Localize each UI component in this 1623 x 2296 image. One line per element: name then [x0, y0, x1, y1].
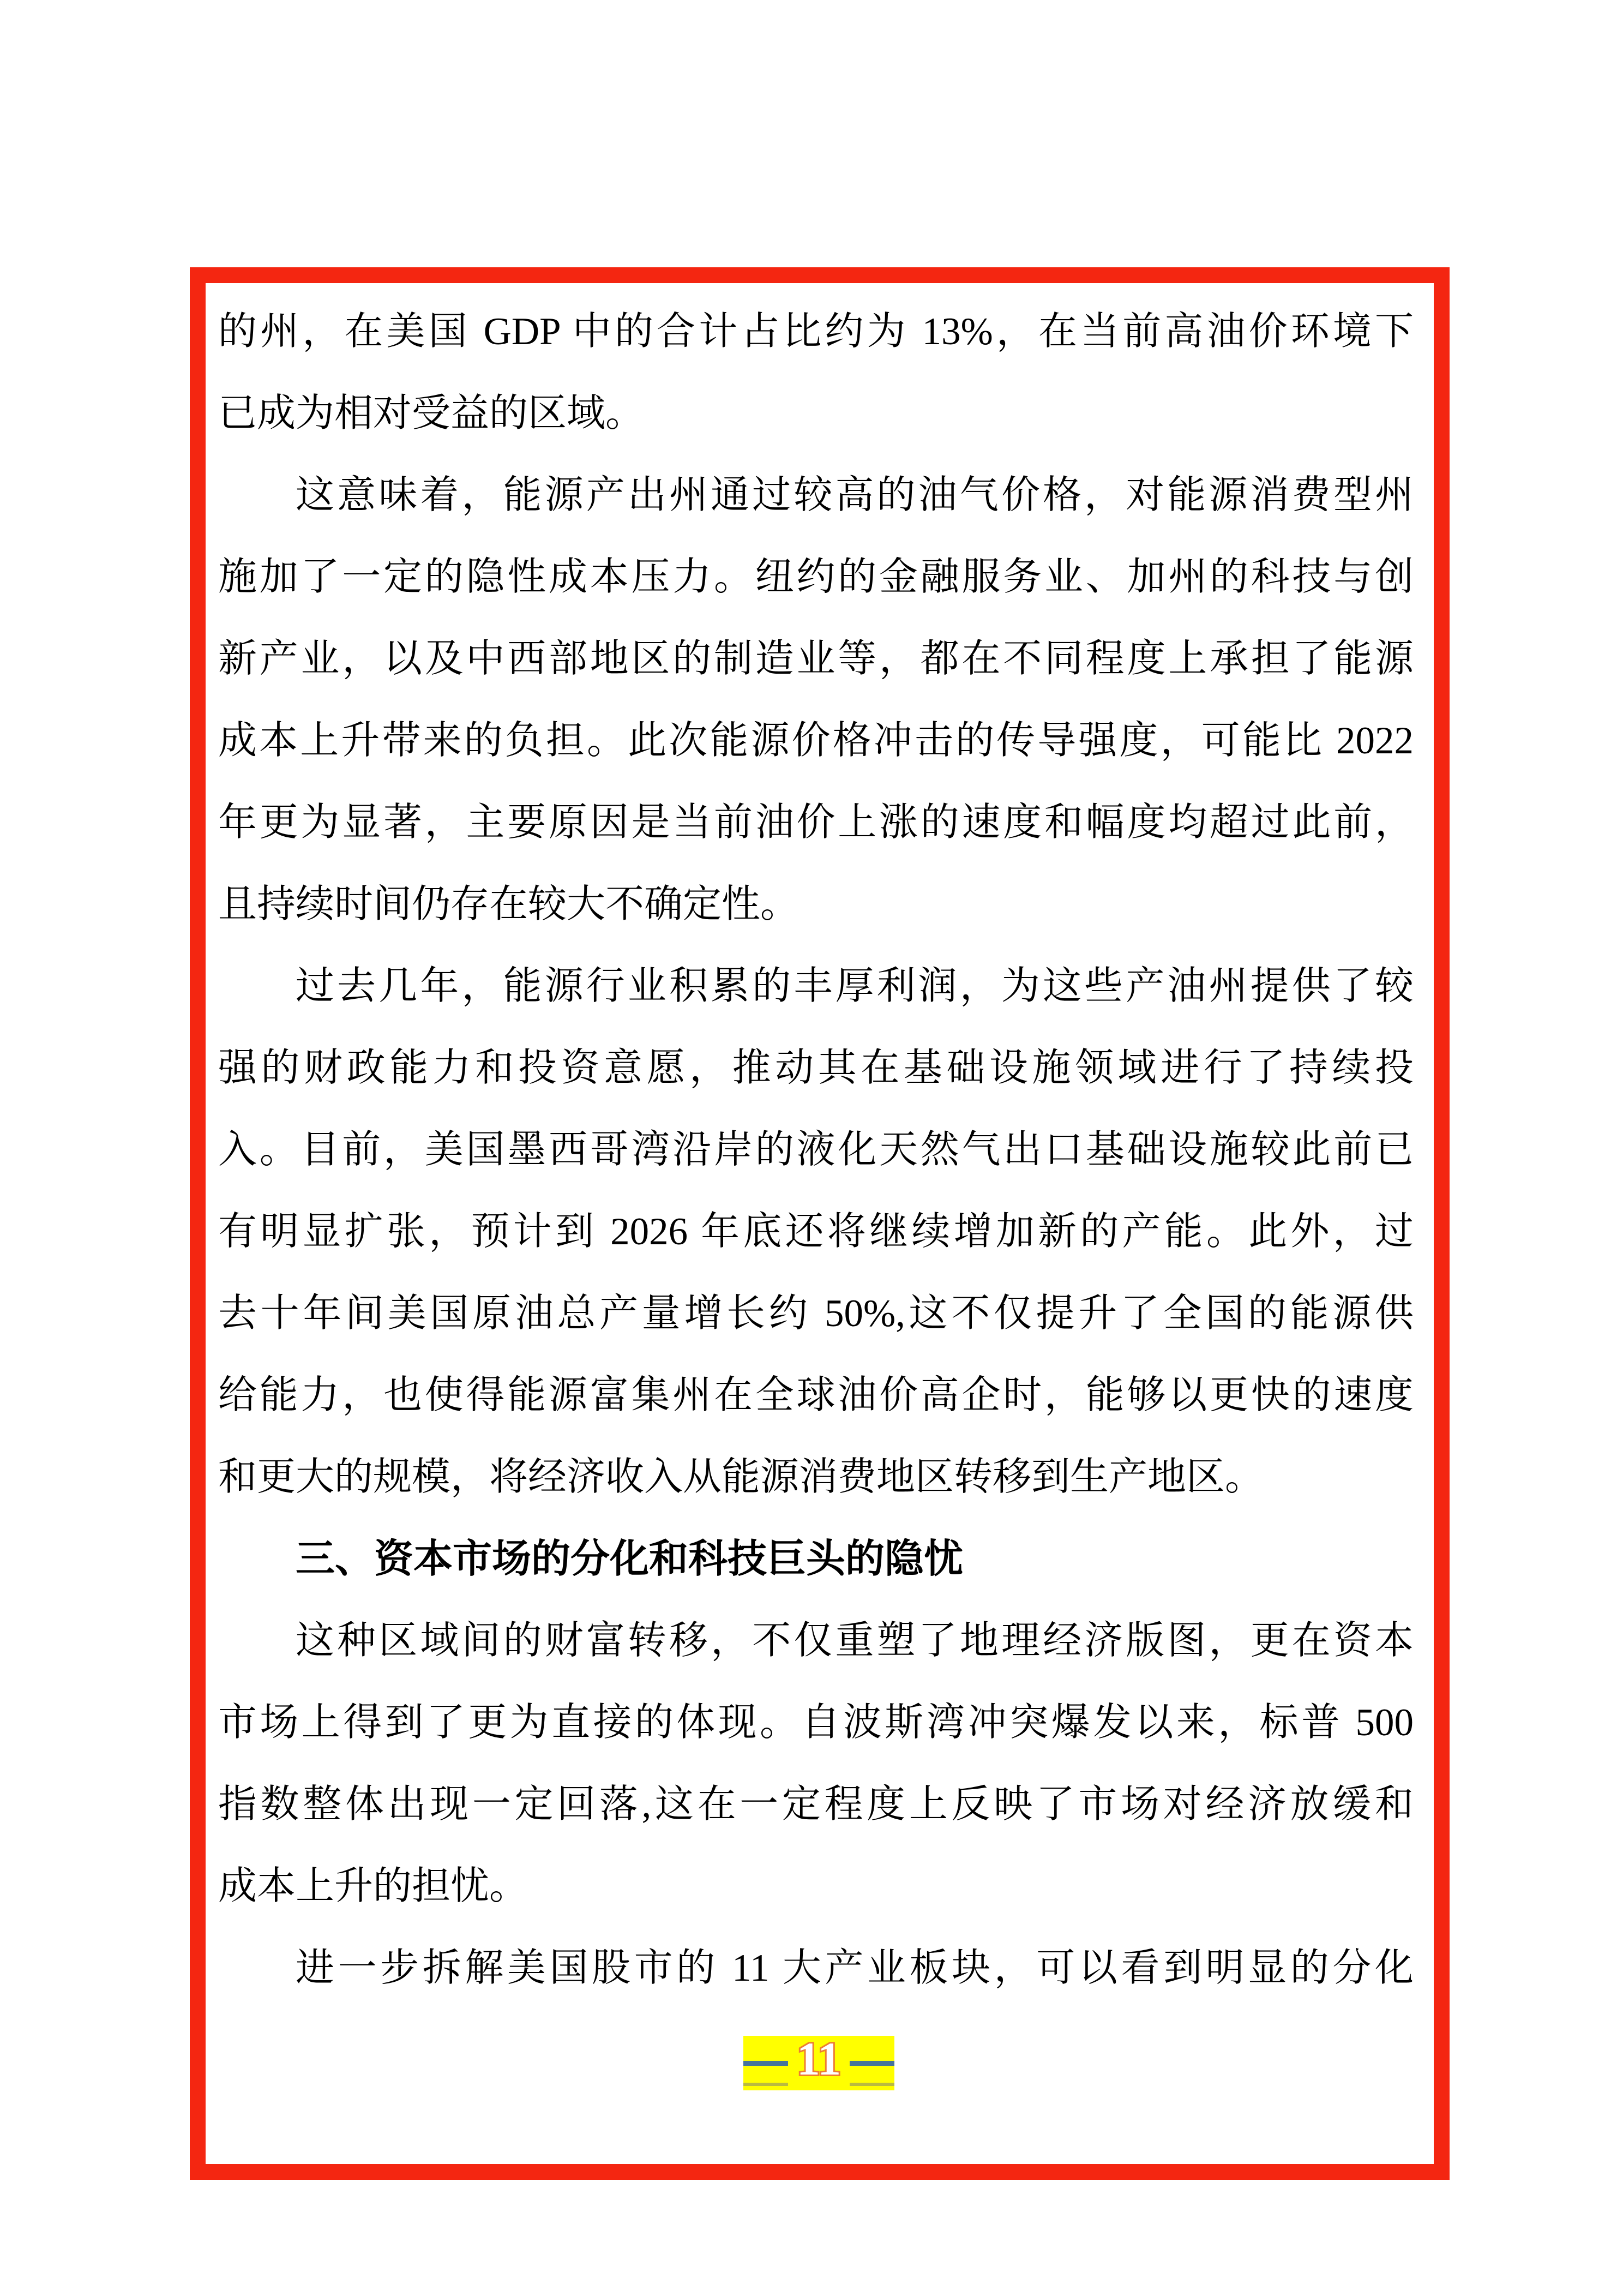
text-line: 年更为显著，主要原因是当前油价上涨的速度和幅度均超过此前， [218, 801, 1414, 844]
text-line: 进一步拆解美国股市的 11 大产业板块，可以看到明显的分化 [296, 1947, 1414, 1989]
text-line: 施加了一定的隐性成本压力。纽约的金融服务业、加州的科技与创 [218, 556, 1414, 598]
text-line: 的州，在美国 GDP 中的合计占比约为 13%，在当前高油价环境下 [218, 310, 1414, 353]
text-line: 和更大的规模，将经济收入从能源消费地区转移到生产地区。 [218, 1456, 1264, 1498]
text-line: 新产业，以及中西部地区的制造业等，都在不同程度上承担了能源 [218, 638, 1414, 680]
section-heading: 三、资本市场的分化和科技巨头的隐忧 [296, 1537, 964, 1581]
text-line: 去十年间美国原油总产量增长约 50%,这不仅提升了全国的能源供 [218, 1292, 1414, 1335]
text-block [218, 291, 1414, 2009]
text-line: 给能力，也使得能源富集州在全球油价高企时，能够以更快的速度 [218, 1374, 1414, 1417]
page-number: 11 [796, 2033, 841, 2085]
text-line: 已成为相对受益的区域。 [218, 392, 645, 435]
text-line: 且持续时间仍存在较大不确定性。 [218, 883, 800, 926]
text-line: 市场上得到了更为直接的体现。自波斯湾冲突爆发以来，标普 500 [218, 1701, 1414, 1744]
text-line: 这意味着，能源产出州通过较高的油气价格，对能源消费型州 [296, 474, 1414, 517]
text-line: 成本上升带来的负担。此次能源价格冲击的传导强度，可能比 2022 [218, 720, 1414, 762]
text-line: 这种区域间的财富转移，不仅重塑了地理经济版图，更在资本 [296, 1620, 1414, 1662]
page-footer [743, 2033, 894, 2090]
text-line: 入。目前，美国墨西哥湾沿岸的液化天然气出口基础设施较此前已 [218, 1129, 1414, 1171]
text-line: 成本上升的担忧。 [218, 1865, 528, 1908]
text-line: 指数整体出现一定回落,这在一定程度上反映了市场对经济放缓和 [218, 1783, 1414, 1826]
text-line: 有明显扩张，预计到 2026 年底还将继续增加新的产能。此外，过 [218, 1210, 1414, 1253]
text-line: 过去几年，能源行业积累的丰厚利润，为这些产油州提供了较 [296, 965, 1414, 1008]
text-line: 强的财政能力和投资意愿，推动其在基础设施领域进行了持续投 [218, 1047, 1414, 1089]
